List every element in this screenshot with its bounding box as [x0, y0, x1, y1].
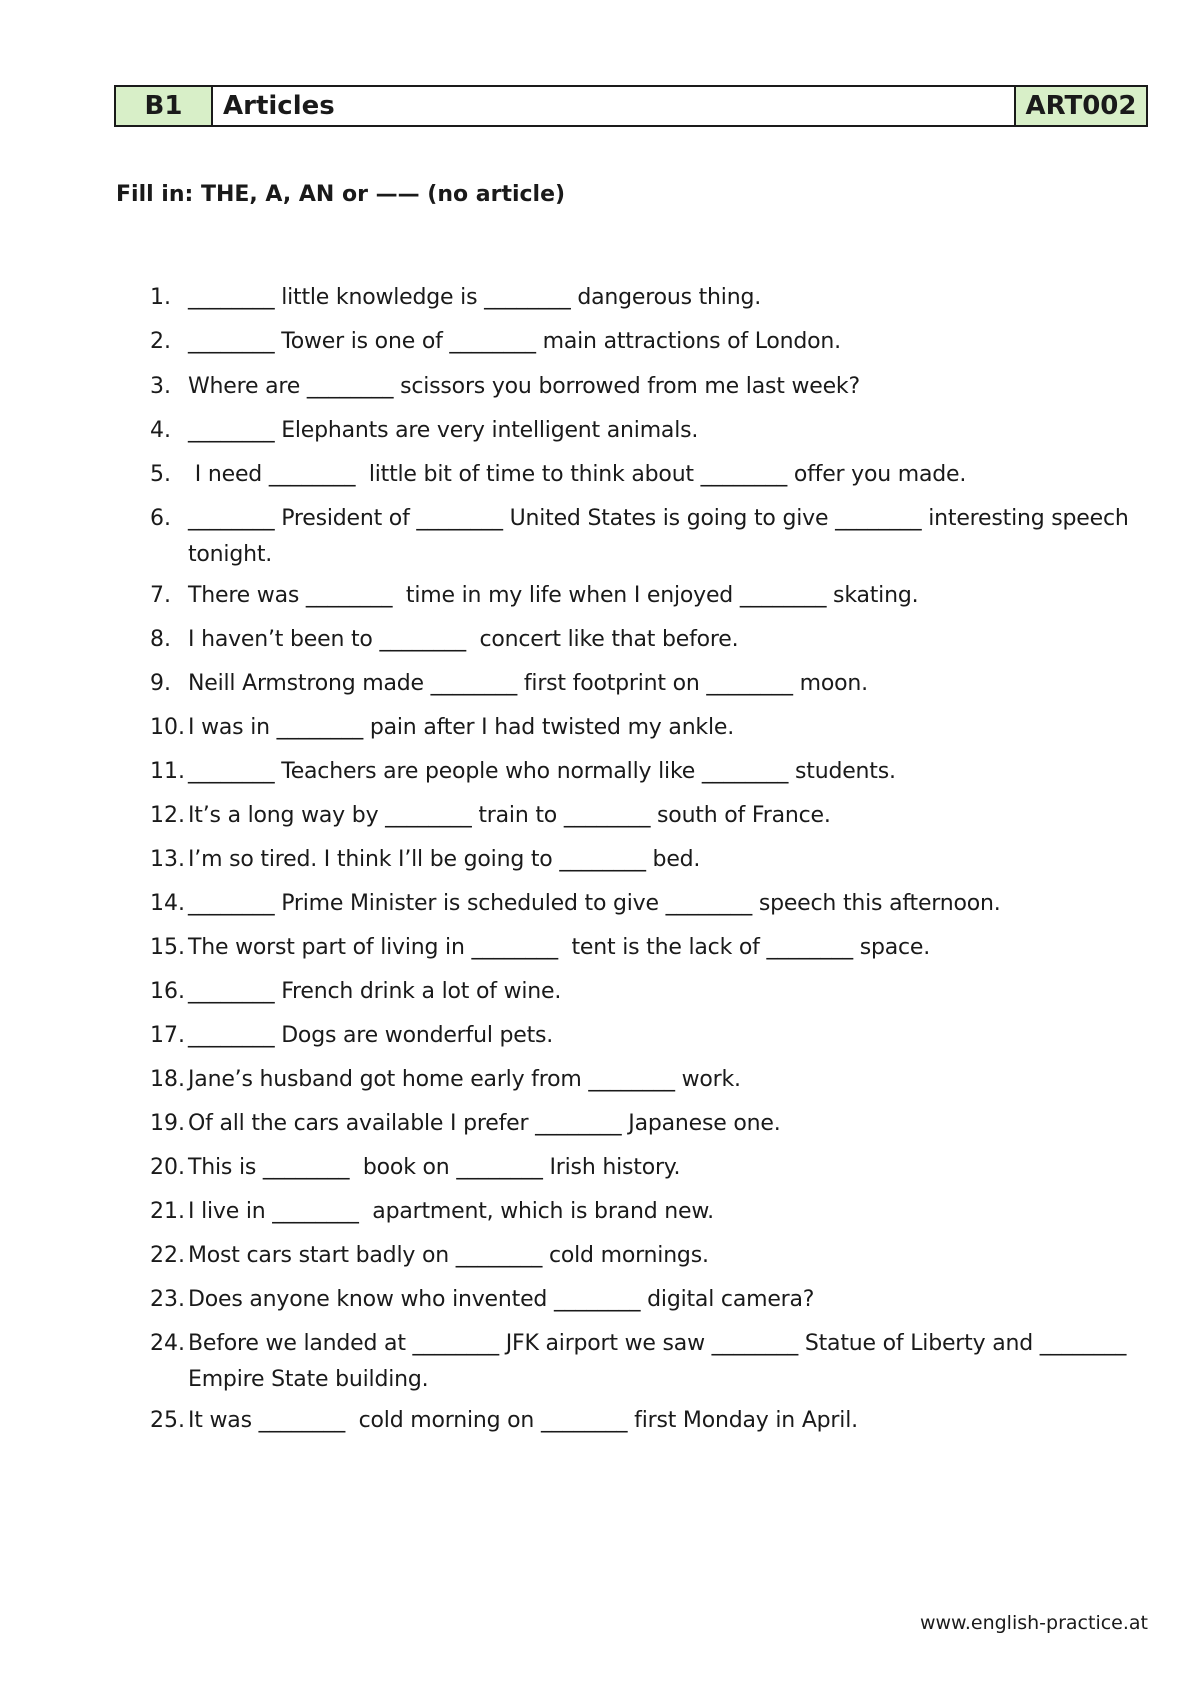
exercise-item [150, 1106, 1130, 1142]
item-number: 16. [150, 979, 185, 1004]
item-number: 17. [150, 1023, 185, 1048]
item-sentence: Before we landed at ________ JFK airport we saw ________ Statue of Liberty and ________ Empire State building. [188, 1331, 1133, 1392]
item-number: 23. [150, 1287, 185, 1312]
item-number: 18. [150, 1067, 185, 1092]
item-sentence: ________ little knowledge is ________ dangerous thing. [188, 285, 762, 310]
item-number: 2. [150, 329, 171, 354]
exercise-item [150, 369, 1130, 405]
item-number: 19. [150, 1111, 185, 1136]
item-sentence: The worst part of living in ________ tent is the lack of ________ space. [188, 935, 931, 960]
item-sentence: Does anyone know who invented ________ digital camera? [188, 1287, 815, 1312]
worksheet-header-table [114, 85, 1148, 127]
item-sentence: ________ Teachers are people who normally like ________ students. [188, 759, 896, 784]
item-sentence: ________ Prime Minister is scheduled to give ________ speech this afternoon. [188, 891, 1001, 916]
exercise-item [150, 842, 1130, 878]
exercise-item [150, 1282, 1130, 1318]
item-number: 24. [150, 1331, 185, 1356]
item-number: 4. [150, 418, 171, 443]
exercise-item [150, 1150, 1130, 1186]
item-sentence: Of all the cars available I prefer ________ Japanese one. [188, 1111, 781, 1136]
level-cell: B1 [116, 87, 213, 125]
item-sentence: Jane’s husband got home early from ________ work. [188, 1067, 741, 1092]
exercise-item [150, 1062, 1130, 1098]
exercise-item [150, 974, 1130, 1010]
exercise-item [150, 324, 1130, 360]
exercise-item [150, 886, 1130, 922]
item-number: 25. [150, 1408, 185, 1433]
footer-website-url: www.english-practice.at [919, 1612, 1148, 1634]
item-number: 20. [150, 1155, 185, 1180]
item-sentence: Neill Armstrong made ________ first footprint on ________ moon. [188, 671, 868, 696]
item-number: 3. [150, 374, 171, 399]
exercise-item [150, 930, 1130, 966]
item-sentence: I was in ________ pain after I had twisted my ankle. [188, 715, 735, 740]
item-number: 8. [150, 627, 171, 652]
item-number: 7. [150, 583, 171, 608]
exercise-item [150, 1403, 1130, 1439]
item-sentence: I’m so tired. I think I’ll be going to ________ bed. [188, 847, 701, 872]
item-sentence: Where are ________ scissors you borrowed from me last week? [188, 374, 860, 399]
item-sentence: Most cars start badly on ________ cold mornings. [188, 1243, 709, 1268]
exercise-item [150, 754, 1130, 790]
item-number: 21. [150, 1199, 185, 1224]
item-number: 14. [150, 891, 185, 916]
item-number: 1. [150, 285, 171, 310]
item-number: 11. [150, 759, 185, 784]
exercise-item [150, 413, 1130, 449]
exercise-item [150, 1238, 1130, 1274]
item-number: 12. [150, 803, 185, 828]
item-number: 6. [150, 506, 171, 531]
exercise-item [150, 1194, 1130, 1230]
exercise-item [150, 457, 1130, 493]
item-number: 10. [150, 715, 185, 740]
worksheet-title: Articles [213, 87, 1016, 125]
exercise-item [150, 622, 1130, 658]
item-sentence: I live in ________ apartment, which is brand new. [188, 1199, 714, 1224]
exercise-item [150, 798, 1130, 834]
item-sentence: There was ________ time in my life when I enjoyed ________ skating. [188, 583, 919, 608]
item-number: 15. [150, 935, 185, 960]
item-number: 22. [150, 1243, 185, 1268]
item-sentence: ________ President of ________ United States is going to give ________ interesting speech tonight. [188, 506, 1136, 567]
exercise-item [150, 710, 1130, 746]
item-sentence: I haven’t been to ________ concert like that before. [188, 627, 739, 652]
exercise-item [150, 501, 1136, 573]
item-sentence: ________ Tower is one of ________ main attractions of London. [188, 329, 841, 354]
worksheet-code: ART002 [1016, 87, 1146, 125]
item-sentence: This is ________ book on ________ Irish history. [188, 1155, 681, 1180]
exercise-item [150, 280, 1130, 316]
instructions: Fill in: THE, A, AN or —— (no article) [116, 182, 566, 207]
exercise-item [150, 666, 1130, 702]
item-number: 5. [150, 462, 171, 487]
item-sentence: It’s a long way by ________ train to ________ south of France. [188, 803, 831, 828]
item-sentence: ________ Elephants are very intelligent animals. [188, 418, 699, 443]
item-number: 9. [150, 671, 171, 696]
item-number: 13. [150, 847, 185, 872]
exercise-item [150, 578, 1130, 614]
item-sentence: I need ________ little bit of time to think about ________ offer you made. [188, 462, 967, 487]
exercise-item [150, 1326, 1133, 1398]
item-sentence: It was ________ cold morning on ________ first Monday in April. [188, 1408, 858, 1433]
exercise-item [150, 1018, 1130, 1054]
item-sentence: ________ French drink a lot of wine. [188, 979, 562, 1004]
item-sentence: ________ Dogs are wonderful pets. [188, 1023, 554, 1048]
